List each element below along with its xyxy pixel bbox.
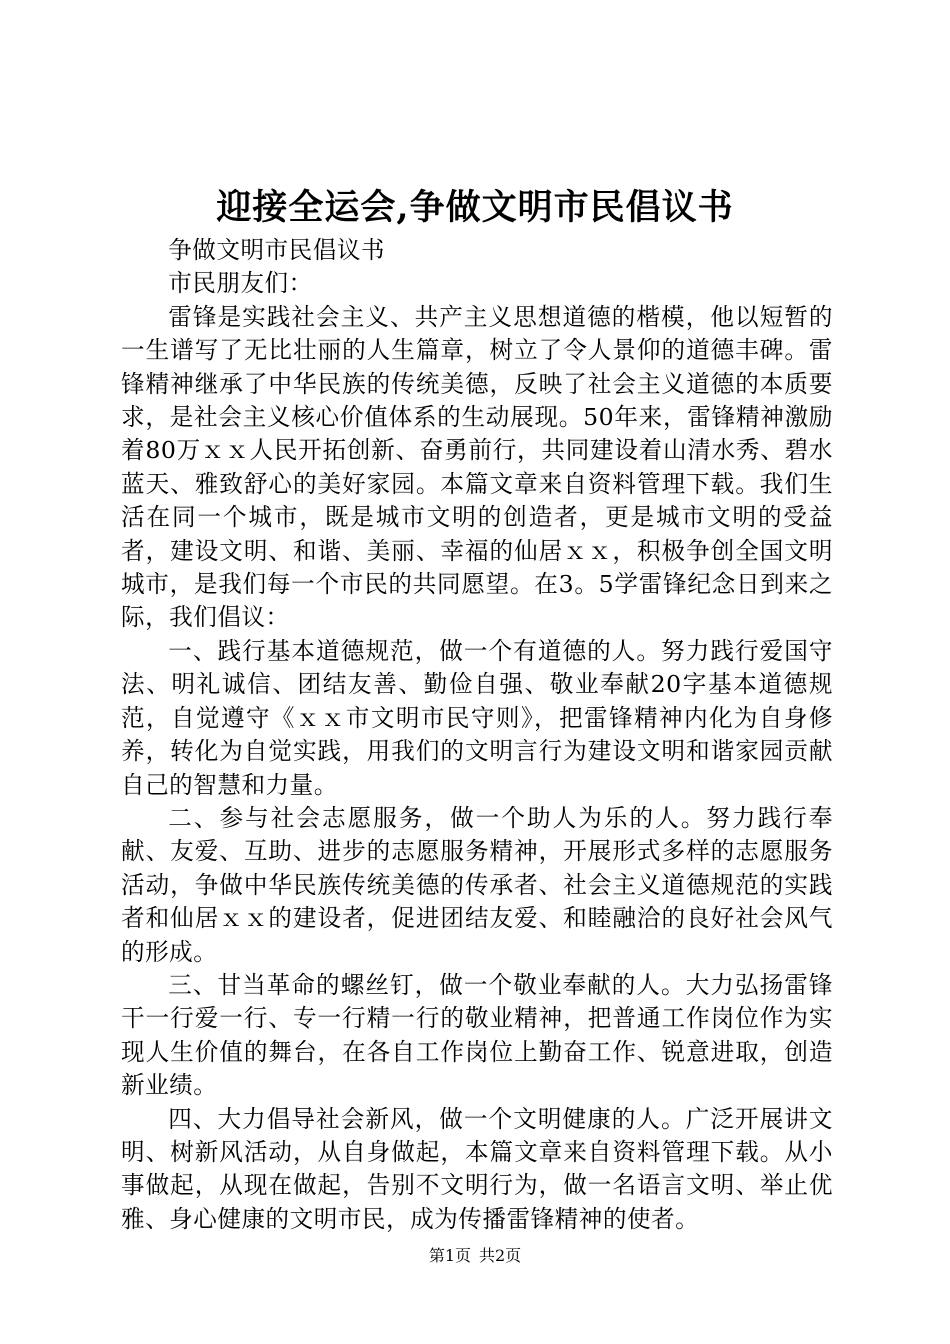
page-number: 第1页 [428, 1246, 471, 1265]
proposal-paragraph-3: 三、甘当革命的螺丝钉，做一个敬业奉献的人。大力弘扬雷锋干一行爱一行、专一行精一行的敬业精神，把普通工作岗位作为实现人生价值的舞台，在各自工作岗位上勤奋工作、锐意进取，创造新业绩。 [121, 970, 833, 1100]
proposal-paragraph-4: 四、大力倡导社会新风，做一个文明健康的人。广泛开展讲文明、树新风活动，从自身做起，本篇文章来自资料管理下载。从小事做起，从现在做起，告别不文明行为，做一名语言文明、举止优雅、身心健康的文明市民，成为传播雷锋精神的使者。 [121, 1104, 833, 1233]
document-body [121, 234, 833, 1236]
proposal-paragraph-2: 二、参与社会志愿服务，做一个助人为乐的人。努力践行奉献、友爱、互助、进步的志愿服务精神，开展形式多样的志愿服务活动，争做中华民族传统美德的传承者、社会主义道德规范的实践者和仙居ｘｘ的建设者，促进团结友爱、和睦融洽的良好社会风气的形成。 [121, 803, 833, 966]
subtitle-paragraph: 争做文明市民倡议书 [168, 236, 386, 264]
document-title: 迎接全运会,争做文明市民倡议书 [216, 187, 734, 228]
intro-paragraph: 雷锋是实践社会主义、共产主义思想道德的楷模，他以短暂的一生谱写了无比壮丽的人生篇章，树立了令人景仰的道德丰碑。雷锋精神继承了中华民族的传统美德，反映了社会主义道德的本质要求，是社会主义核心价值体系的生动展现。50年来，雷锋精神激励着80万ｘｘ人民开拓创新、奋勇前行，共同建设着山清水秀、碧水蓝天、雅致舒心的美好家园。本篇文章来自资料管理下载。我们生活在同一个城市，既是城市文明的创造者，更是城市文明的受益者，建设文明、和谐、美丽、幸福的仙居ｘｘ，积极争创全国文明城市，是我们每一个市民的共同愿望。在3。5学雷锋纪念日到来之际，我们倡议： [121, 302, 833, 632]
page-total: 共2页 [479, 1246, 522, 1265]
proposal-paragraph-1: 一、践行基本道德规范，做一个有道德的人。努力践行爱国守法、明礼诚信、团结友善、勤俭自强、敬业奉献20字基本道德规范，自觉遵守《ｘｘ市文明市民守则》，把雷锋精神内化为自身修养，转化为自觉实践，用我们的文明言行为建设文明和谐家园贡献自己的智慧和力量。 [121, 636, 833, 799]
page-footer [0, 1245, 950, 1267]
salutation-paragraph: 市民朋友们： [168, 269, 313, 298]
